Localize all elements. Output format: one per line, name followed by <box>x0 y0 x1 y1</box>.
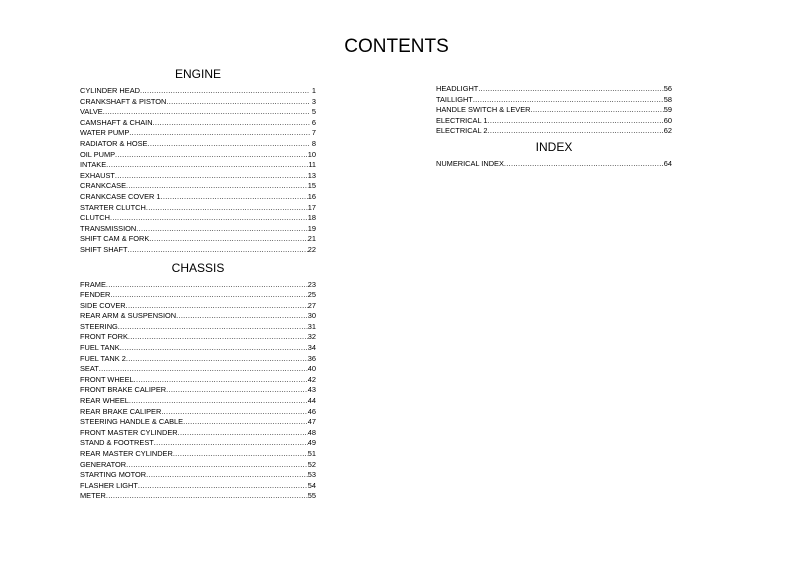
toc-entry-label: SHIFT SHAFT <box>80 244 128 254</box>
page-title: CONTENTS <box>344 36 449 57</box>
toc-entry[interactable] <box>436 95 672 106</box>
toc-entry-label: FRONT WHEEL <box>80 374 134 384</box>
toc-entry-label: CRANKCASE <box>80 181 126 191</box>
dot-leader <box>166 385 308 396</box>
dot-leader <box>173 449 308 460</box>
toc-entry-page: 5 <box>311 107 316 117</box>
dot-leader <box>504 159 664 170</box>
toc-entry-page: 31 <box>307 321 316 331</box>
toc-entry[interactable] <box>80 213 316 224</box>
toc-entry-page: 42 <box>307 374 316 384</box>
toc-entry-label: FRAME <box>80 279 106 289</box>
toc-entry-page: 27 <box>307 300 316 310</box>
toc-entry[interactable] <box>80 150 316 161</box>
dot-leader <box>134 375 308 386</box>
toc-entry[interactable] <box>80 449 316 460</box>
toc-entry-page: 59 <box>663 105 672 115</box>
dot-leader <box>146 203 308 214</box>
toc-entry[interactable] <box>80 322 316 333</box>
dot-leader <box>178 428 308 439</box>
toc-entry-page: 49 <box>307 438 316 448</box>
dot-leader <box>99 364 308 375</box>
toc-entry-page: 3 <box>311 96 316 106</box>
dot-leader <box>129 396 308 407</box>
dot-leader <box>106 491 308 502</box>
toc-entry[interactable] <box>80 491 316 502</box>
toc-entry-page: 25 <box>307 290 316 300</box>
toc-entry-label: REAR ARM & SUSPENSION <box>80 311 177 321</box>
toc-entry-label: FUEL TANK <box>80 343 120 353</box>
toc-entry-page: 13 <box>307 170 316 180</box>
toc-entry-page: 34 <box>307 343 316 353</box>
section-heading-engine: ENGINE <box>174 67 221 81</box>
toc-entry-page: 7 <box>311 128 316 138</box>
toc-entry[interactable] <box>80 364 316 375</box>
toc-entry-label: CRANKSHAFT & PISTON <box>80 96 167 106</box>
toc-entry-label: STARTER CLUTCH <box>80 202 146 212</box>
toc-entry[interactable] <box>80 407 316 418</box>
dot-leader <box>138 481 308 492</box>
dot-leader <box>146 470 308 481</box>
toc-entry-label: CYLINDER HEAD <box>80 86 140 95</box>
toc-entry-label: FLASHER LIGHT <box>80 480 138 490</box>
toc-entry[interactable] <box>80 160 316 171</box>
toc-entry-page: 43 <box>307 385 316 395</box>
toc-entry[interactable] <box>80 428 316 439</box>
toc-entry[interactable] <box>80 128 316 139</box>
dot-leader <box>118 322 308 333</box>
toc-entry[interactable] <box>80 332 316 343</box>
toc-entry-label: FENDER <box>80 290 111 300</box>
toc-entry-page: 53 <box>307 470 316 480</box>
dot-leader <box>103 107 310 118</box>
dot-leader <box>129 128 310 139</box>
toc-entry-label: WATER PUMP <box>80 128 130 138</box>
toc-entry-page: 10 <box>307 149 316 159</box>
toc-entry[interactable] <box>80 139 316 150</box>
dot-leader <box>126 354 308 365</box>
toc-entry-page: 16 <box>307 191 316 201</box>
dot-leader <box>530 105 663 116</box>
dot-leader <box>106 280 308 291</box>
toc-entry-label: STEERING HANDLE & CABLE <box>80 417 184 427</box>
toc-entry-label: NUMERICAL INDEX <box>436 158 504 168</box>
dot-leader <box>161 407 307 418</box>
toc-entry[interactable] <box>80 224 316 235</box>
toc-entry-page: 15 <box>307 181 316 191</box>
dot-leader <box>473 95 664 106</box>
toc-entry[interactable] <box>80 311 316 322</box>
dot-leader <box>126 301 308 312</box>
toc-entry-label: CAMSHAFT & CHAIN <box>80 117 153 127</box>
toc-entry-page: 8 <box>311 138 316 148</box>
toc-entry-page: 32 <box>307 332 316 342</box>
dot-leader <box>126 181 308 192</box>
toc-entry-label: TAILLIGHT <box>436 94 473 104</box>
dot-leader <box>166 97 310 108</box>
toc-entry-page: 36 <box>307 353 316 363</box>
toc-entry[interactable] <box>80 481 316 492</box>
toc-entry-page: 55 <box>307 491 316 501</box>
toc-entry-label: FRONT MASTER CYLINDER <box>80 427 178 437</box>
contents-left-column <box>80 67 316 502</box>
toc-entry[interactable] <box>80 118 316 129</box>
toc-entry[interactable] <box>436 84 672 95</box>
dot-leader <box>161 192 308 203</box>
toc-entry-page: 47 <box>307 417 316 427</box>
toc-entry-label: TRANSMISSION <box>80 223 137 233</box>
toc-entry-page: 19 <box>307 223 316 233</box>
toc-entry[interactable] <box>80 107 316 118</box>
toc-entry-label: GENERATOR <box>80 459 127 469</box>
toc-entry-label: HANDLE SWITCH & LEVER <box>436 105 531 115</box>
toc-entry-label: HEADLIGHT <box>436 84 479 93</box>
dot-leader <box>154 438 308 449</box>
dot-leader <box>120 343 308 354</box>
toc-entry-label: STAND & FOOTREST <box>80 438 154 448</box>
toc-entry[interactable] <box>80 460 316 471</box>
toc-entry[interactable] <box>80 192 316 203</box>
toc-entry-page: 40 <box>307 364 316 374</box>
toc-entry-page: 62 <box>663 126 672 136</box>
toc-entry-label: REAR WHEEL <box>80 396 129 406</box>
toc-entry-label: STARTING MOTOR <box>80 470 147 480</box>
toc-entry-label: INTAKE <box>80 160 107 170</box>
toc-entry[interactable] <box>80 438 316 449</box>
toc-entry-label: VALVE <box>80 107 103 117</box>
toc-entry-page: 51 <box>307 449 316 458</box>
dot-leader <box>176 311 308 322</box>
toc-entry-page: 52 <box>307 459 316 469</box>
dot-leader <box>126 460 308 471</box>
toc-entry-label: ELECTRICAL 2 <box>436 126 488 136</box>
toc-entry[interactable] <box>80 301 316 312</box>
toc-entry-page: 11 <box>308 160 316 170</box>
toc-entry[interactable] <box>80 470 316 481</box>
toc-entry[interactable] <box>80 385 316 396</box>
toc-entry-label: METER <box>80 491 106 501</box>
electrical-list <box>436 84 672 137</box>
toc-entry-page: 18 <box>307 213 316 223</box>
toc-entry-page: 60 <box>663 115 672 125</box>
toc-entry-page: 22 <box>307 244 316 254</box>
toc-entry-page: 23 <box>307 279 316 289</box>
toc-entry-label: SEAT <box>80 364 99 374</box>
toc-entry[interactable] <box>80 354 316 365</box>
dot-leader <box>487 116 663 127</box>
toc-entry[interactable] <box>80 417 316 428</box>
toc-entry[interactable] <box>436 126 672 137</box>
dot-leader <box>153 118 310 129</box>
toc-entry[interactable] <box>80 375 316 386</box>
toc-entry-page: 1 <box>311 86 316 95</box>
toc-entry-page: 54 <box>307 480 316 490</box>
toc-entry[interactable] <box>80 97 316 108</box>
dot-leader <box>149 234 308 245</box>
dot-leader <box>128 245 308 256</box>
dot-leader <box>110 213 308 224</box>
dot-leader <box>128 332 308 343</box>
section-heading-chassis: CHASSIS <box>171 260 225 275</box>
toc-entry-page: 44 <box>307 396 316 406</box>
toc-entry-label: REAR BRAKE CALIPER <box>80 406 162 416</box>
toc-entry[interactable] <box>80 280 316 291</box>
toc-entry[interactable] <box>80 290 316 301</box>
toc-entry-page: 30 <box>307 311 316 321</box>
toc-entry-page: 64 <box>663 158 672 168</box>
dot-leader <box>110 290 307 301</box>
toc-entry[interactable] <box>80 396 316 407</box>
contents-right-column <box>436 84 672 170</box>
dot-leader <box>115 150 308 161</box>
toc-entry[interactable] <box>80 234 316 245</box>
dot-leader <box>136 224 308 235</box>
toc-entry-page: 46 <box>307 406 316 416</box>
toc-entry-page: 58 <box>663 94 672 104</box>
dot-leader <box>106 160 308 171</box>
toc-entry-label: SIDE COVER <box>80 300 126 310</box>
toc-entry[interactable] <box>80 245 316 256</box>
toc-entry-label: STEERING <box>80 321 118 331</box>
toc-entry-label: FUEL TANK 2 <box>80 353 126 363</box>
chassis-list <box>80 280 316 502</box>
toc-entry[interactable] <box>80 171 316 182</box>
dot-leader <box>478 84 663 95</box>
toc-entry-label: RADIATOR & HOSE <box>80 138 148 148</box>
toc-entry[interactable] <box>80 343 316 354</box>
index-list <box>436 159 672 170</box>
toc-entry[interactable] <box>436 105 672 116</box>
toc-entry-page: 17 <box>307 202 316 212</box>
dot-leader <box>115 171 308 182</box>
toc-entry-label: EXHAUST <box>80 170 115 180</box>
toc-entry[interactable] <box>80 203 316 214</box>
toc-entry[interactable] <box>436 159 672 170</box>
toc-entry-label: SHIFT CAM & FORK <box>80 234 150 244</box>
toc-entry-label: CLUTCH <box>80 213 110 223</box>
toc-entry-label: OIL PUMP <box>80 149 116 159</box>
toc-entry[interactable] <box>80 86 316 97</box>
dot-leader <box>487 126 663 137</box>
toc-entry-label: FRONT BRAKE CALIPER <box>80 385 167 395</box>
dot-leader <box>140 86 310 97</box>
toc-entry-page: 48 <box>307 427 316 437</box>
toc-entry-page: 56 <box>663 84 672 93</box>
toc-entry-page: 6 <box>311 117 316 127</box>
toc-entry-page: 21 <box>307 234 316 244</box>
toc-entry-label: FRONT FORK <box>80 332 128 342</box>
toc-entry-label: ELECTRICAL 1 <box>436 115 488 125</box>
dot-leader <box>148 139 311 150</box>
toc-entry[interactable] <box>80 181 316 192</box>
section-heading-index: INDEX <box>535 139 573 154</box>
toc-entry-label: REAR MASTER CYLINDER <box>80 449 173 458</box>
engine-list <box>80 86 316 256</box>
toc-entry-label: CRANKCASE COVER 1 <box>80 191 161 201</box>
toc-entry[interactable] <box>436 116 672 127</box>
dot-leader <box>183 417 308 428</box>
